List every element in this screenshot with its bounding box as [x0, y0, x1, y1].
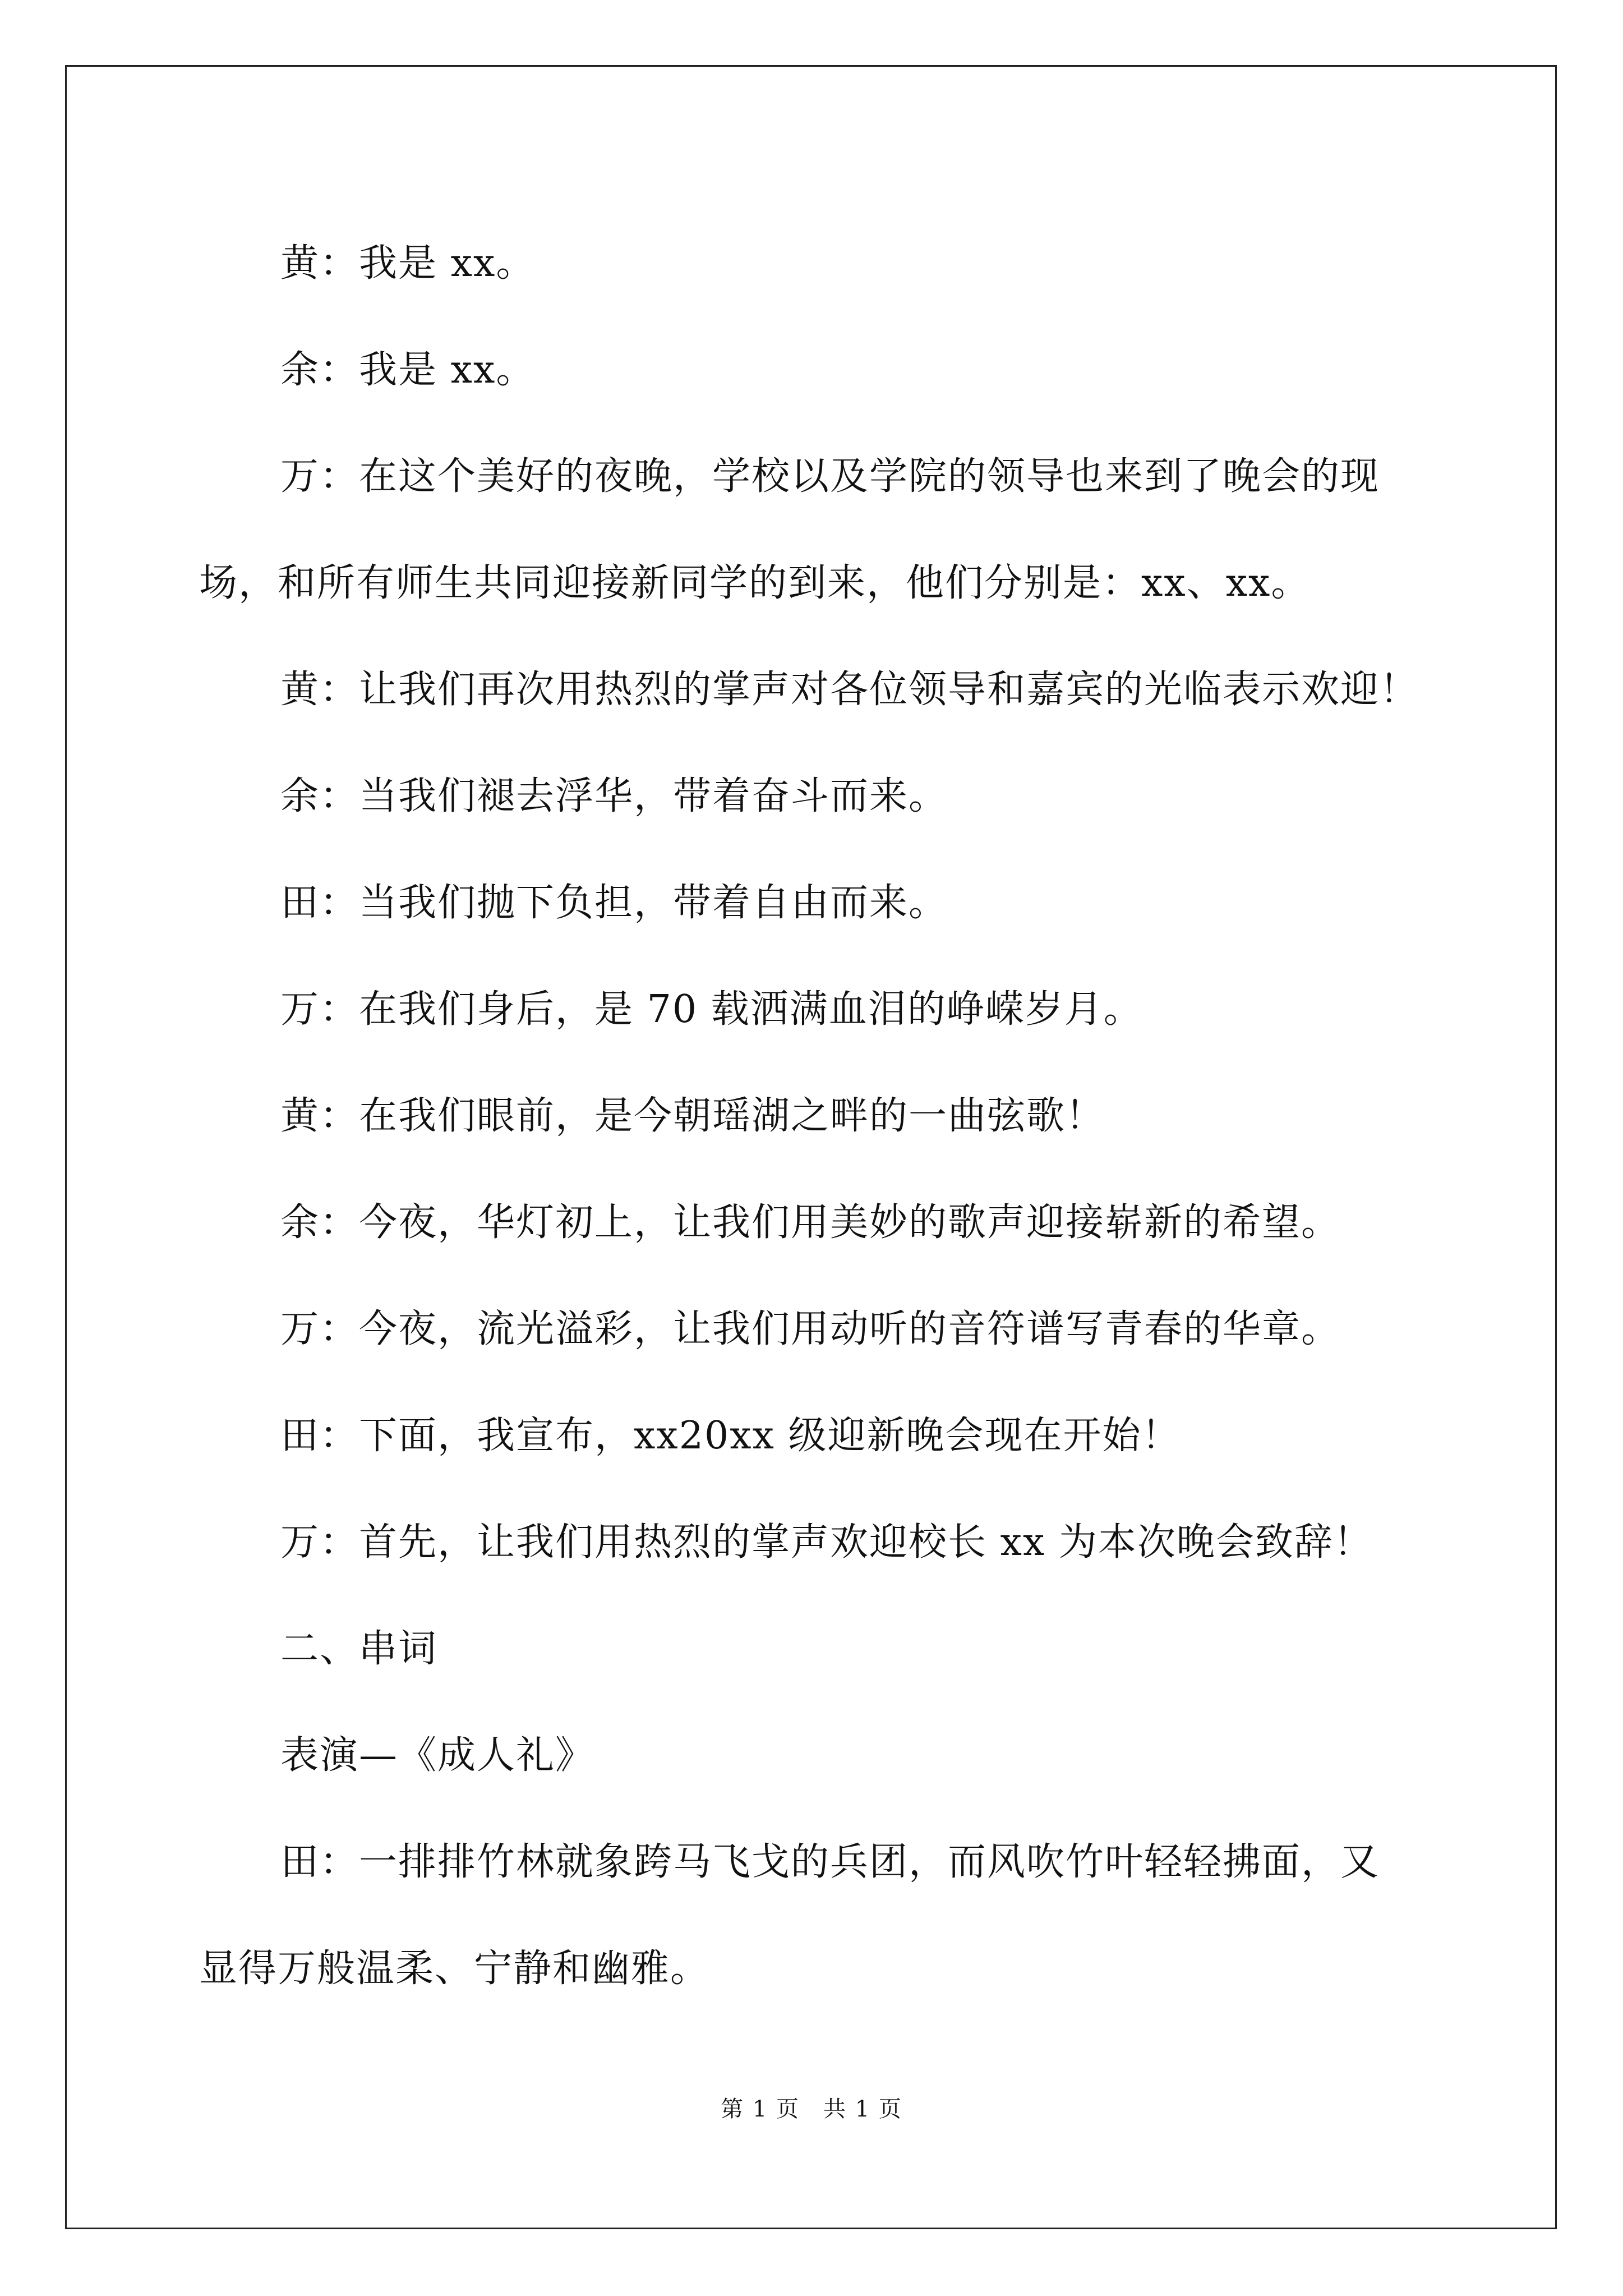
line-17: 显得万般温柔、宁静和幽雅。 [199, 1947, 710, 1991]
section-heading: 二、串词 [280, 1627, 438, 1671]
line-13: 万：首先，让我们用热烈的掌声欢迎校长 xx 为本次晚会致辞！ [280, 1520, 1373, 1565]
performance-title: 表演—《成人礼》 [280, 1733, 595, 1778]
line-11: 万：今夜，流光溢彩，让我们用动听的音符谱写青春的华章。 [280, 1307, 1341, 1351]
line-6: 余：当我们褪去浮华，带着奋斗而来。 [280, 774, 948, 818]
line-5: 黄：让我们再次用热烈的掌声对各位领导和嘉宾的光临表示欢迎！ [280, 668, 1419, 712]
line-7: 田：当我们抛下负担，带着自由而来。 [280, 881, 948, 925]
line-10: 余：今夜，华灯初上，让我们用美妙的歌声迎接崭新的希望。 [280, 1200, 1341, 1245]
line-16: 田：一排排竹林就象跨马飞戈的兵团，而风吹竹叶轻轻拂面，又 [280, 1840, 1380, 1884]
page-footer: 第 1 页 共 1 页 [721, 2096, 902, 2122]
line-12: 田：下面，我宣布，xx20xx 级迎新晚会现在开始！ [280, 1414, 1181, 1458]
line-9: 黄：在我们眼前，是今朝瑶湖之畔的一曲弦歌！ [280, 1094, 1105, 1138]
line-2: 余：我是 xx。 [280, 348, 536, 392]
line-4: 场，和所有师生共同迎接新同学的到来，他们分别是：xx、xx。 [199, 561, 1311, 605]
line-8: 万：在我们身后，是 70 载洒满血泪的峥嵘岁月。 [280, 987, 1143, 1032]
line-3: 万：在这个美好的夜晚，学校以及学院的领导也来到了晚会的现 [280, 454, 1380, 499]
line-1: 黄：我是 xx。 [280, 241, 536, 286]
